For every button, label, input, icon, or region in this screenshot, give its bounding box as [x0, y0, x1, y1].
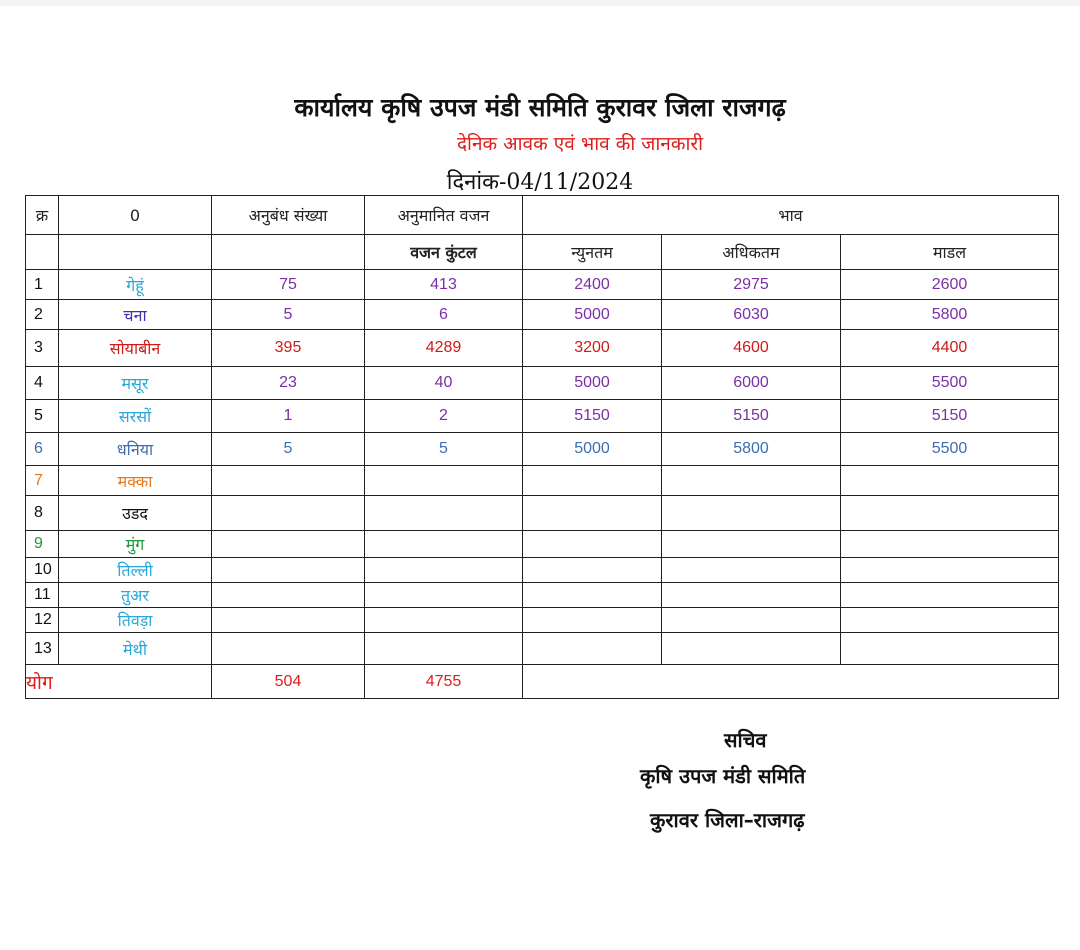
header-modal-price: माडल	[841, 235, 1059, 270]
commodity-name: तुअर	[59, 583, 212, 608]
max-price	[662, 531, 841, 558]
contracts-count: 75	[212, 270, 365, 300]
commodity-name: मसूर	[59, 367, 212, 400]
commodity-name: सरसों	[59, 400, 212, 433]
table-row	[26, 400, 1059, 433]
arrival-price-table	[25, 195, 1059, 699]
table-row	[26, 433, 1059, 466]
modal-price	[841, 558, 1059, 583]
min-price	[523, 531, 662, 558]
table-row	[26, 367, 1059, 400]
modal-price	[841, 633, 1059, 665]
weight-quintal: 6	[365, 300, 523, 330]
row-sn: 13	[26, 633, 59, 665]
report-subtitle: देनिक आवक एवं भाव की जानकारी	[456, 133, 704, 155]
total-blank	[523, 665, 1059, 699]
header-max-price: अधिकतम	[662, 235, 841, 270]
contracts-count	[212, 496, 365, 531]
modal-price: 2600	[841, 270, 1059, 300]
contracts-count	[212, 466, 365, 496]
commodity-name: सोयाबीन	[59, 330, 212, 367]
modal-price: 5150	[841, 400, 1059, 433]
max-price	[662, 633, 841, 665]
table-row	[26, 300, 1059, 330]
office-title: कार्यालय कृषि उपज मंडी समिति कुरावर जिला राजगढ़	[294, 93, 786, 122]
contracts-count	[212, 583, 365, 608]
min-price	[523, 633, 662, 665]
table-row	[26, 633, 1059, 665]
min-price	[523, 583, 662, 608]
commodity-name: मुंग	[59, 531, 212, 558]
table-row	[26, 558, 1059, 583]
total-contracts: 504	[212, 665, 365, 699]
table-row	[26, 608, 1059, 633]
min-price: 5000	[523, 367, 662, 400]
row-sn: 7	[26, 466, 59, 496]
header-contracts: अनुबंध संख्या	[212, 196, 365, 235]
modal-price: 5500	[841, 433, 1059, 466]
commodity-name: उडद	[59, 496, 212, 531]
weight-quintal	[365, 583, 523, 608]
modal-price	[841, 608, 1059, 633]
min-price	[523, 496, 662, 531]
row-sn: 1	[26, 270, 59, 300]
commodity-name: मक्का	[59, 466, 212, 496]
contracts-count: 5	[212, 433, 365, 466]
header-sn: क्र	[26, 196, 59, 235]
contracts-count	[212, 531, 365, 558]
row-sn: 11	[26, 583, 59, 608]
min-price	[523, 608, 662, 633]
max-price	[662, 558, 841, 583]
weight-quintal	[365, 531, 523, 558]
table-row	[26, 466, 1059, 496]
max-price: 2975	[662, 270, 841, 300]
modal-price: 5500	[841, 367, 1059, 400]
weight-quintal: 5	[365, 433, 523, 466]
header-min-price: न्युनतम	[523, 235, 662, 270]
commodity-name: तिवड़ा	[59, 608, 212, 633]
modal-price	[841, 583, 1059, 608]
weight-quintal: 40	[365, 367, 523, 400]
min-price: 5000	[523, 433, 662, 466]
min-price: 5150	[523, 400, 662, 433]
min-price: 2400	[523, 270, 662, 300]
max-price: 5150	[662, 400, 841, 433]
table-row	[26, 330, 1059, 367]
row-sn: 2	[26, 300, 59, 330]
weight-quintal	[365, 496, 523, 531]
table-row	[26, 270, 1059, 300]
contracts-count: 395	[212, 330, 365, 367]
header-blank	[26, 235, 59, 270]
row-sn: 4	[26, 367, 59, 400]
row-sn: 3	[26, 330, 59, 367]
report-date: दिनांक-04/11/2024	[446, 170, 634, 195]
commodity-name: धनिया	[59, 433, 212, 466]
max-price: 6030	[662, 300, 841, 330]
table-row	[26, 496, 1059, 531]
commodity-name: गेहूं	[59, 270, 212, 300]
header-commodity: 0	[59, 196, 212, 235]
commodity-name: तिल्ली	[59, 558, 212, 583]
max-price: 6000	[662, 367, 841, 400]
contracts-count	[212, 633, 365, 665]
contracts-count: 1	[212, 400, 365, 433]
min-price	[523, 558, 662, 583]
row-sn: 8	[26, 496, 59, 531]
total-weight: 4755	[365, 665, 523, 699]
min-price: 3200	[523, 330, 662, 367]
row-sn: 12	[26, 608, 59, 633]
weight-quintal: 4289	[365, 330, 523, 367]
header-blank	[59, 235, 212, 270]
top-border	[0, 0, 1080, 6]
signature-location: कुरावर जिला–राजगढ़	[650, 808, 805, 832]
min-price: 5000	[523, 300, 662, 330]
modal-price	[841, 466, 1059, 496]
table-row	[26, 531, 1059, 558]
max-price	[662, 583, 841, 608]
modal-price: 5800	[841, 300, 1059, 330]
max-price: 5800	[662, 433, 841, 466]
weight-quintal	[365, 633, 523, 665]
signature-committee: कृषि उपज मंडी समिति	[640, 764, 806, 788]
max-price: 4600	[662, 330, 841, 367]
modal-price	[841, 496, 1059, 531]
header-estimated-weight: अनुमानित वजन	[365, 196, 523, 235]
signature-title: सचिव	[724, 728, 767, 752]
weight-quintal: 413	[365, 270, 523, 300]
modal-price	[841, 531, 1059, 558]
table-row	[26, 583, 1059, 608]
commodity-name: चना	[59, 300, 212, 330]
header-weight-unit: वजन कुंटल	[365, 235, 523, 270]
row-sn: 10	[26, 558, 59, 583]
header-row-2	[26, 235, 1059, 270]
min-price	[523, 466, 662, 496]
row-sn: 5	[26, 400, 59, 433]
header-row-1	[26, 196, 1059, 235]
header-blank	[212, 235, 365, 270]
contracts-count	[212, 608, 365, 633]
max-price	[662, 608, 841, 633]
max-price	[662, 466, 841, 496]
modal-price: 4400	[841, 330, 1059, 367]
contracts-count: 5	[212, 300, 365, 330]
contracts-count: 23	[212, 367, 365, 400]
row-sn: 6	[26, 433, 59, 466]
weight-quintal	[365, 466, 523, 496]
weight-quintal	[365, 608, 523, 633]
weight-quintal: 2	[365, 400, 523, 433]
total-label: योग	[26, 665, 212, 699]
max-price	[662, 496, 841, 531]
total-row	[26, 665, 1059, 699]
contracts-count	[212, 558, 365, 583]
row-sn: 9	[26, 531, 59, 558]
header-price: भाव	[523, 196, 1059, 235]
commodity-name: मेथी	[59, 633, 212, 665]
weight-quintal	[365, 558, 523, 583]
